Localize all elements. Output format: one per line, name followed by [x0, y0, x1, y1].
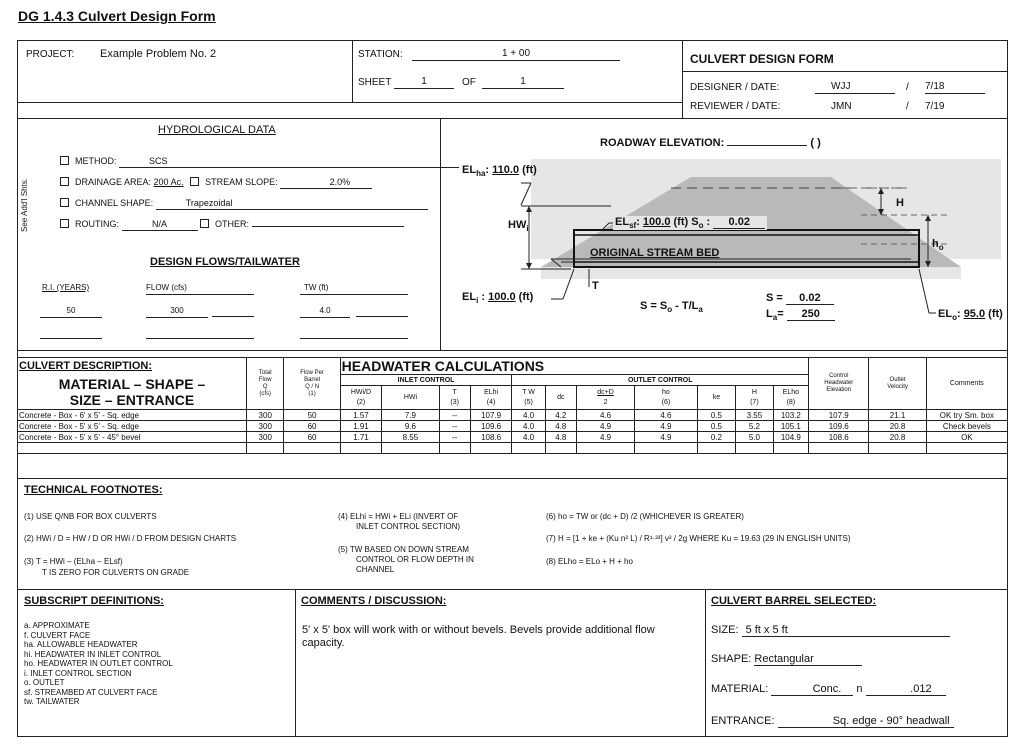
headwater-calculations-title: HEADWATER CALCULATIONS: [340, 358, 808, 375]
footnotes-title: TECHNICAL FOOTNOTES:: [24, 484, 163, 496]
culvert-description-title: CULVERT DESCRIPTION:: [18, 358, 247, 375]
elha-label: $EL_{ha}$: 110.0 (ft): [462, 164, 537, 179]
barrel-shape-row: SHAPE: Rectangular: [711, 653, 862, 666]
barrel-entrance-value[interactable]: Sq. edge - 90° headwall: [778, 715, 954, 728]
page-title: DG 1.4.3 Culvert Design Form: [18, 8, 216, 24]
outlet-velocity-header: Outlet Velocity: [869, 358, 926, 410]
ri-label: R.I. (YEARS): [42, 283, 90, 292]
h-label: H: [896, 197, 904, 209]
footnote-1: (1) USE Q/NB FOR BOX CULVERTS: [24, 512, 157, 521]
table-row-empty[interactable]: [18, 443, 1008, 454]
original-stream-bed: ORIGINAL STREAM BED: [590, 247, 720, 259]
comments-text[interactable]: 5' x 5' box will work with or without bevels. Bevels provide additional flow capacity.: [302, 624, 655, 649]
routing-checkbox[interactable]: [60, 219, 69, 228]
hydro-title: HYDROLOGICAL DATA: [158, 124, 276, 136]
col-elhi: ELhi (4): [470, 386, 512, 410]
col-ke: ke: [697, 386, 736, 410]
col-hwi: HWi: [382, 386, 439, 410]
designer-value[interactable]: WJJ: [815, 81, 895, 94]
flow-per-barrel-header: Flow Per Barrel Q / N (1): [284, 358, 340, 410]
ri-value[interactable]: 50: [40, 305, 102, 318]
la-row: $L_a= 250$: [766, 308, 835, 322]
slope-checkbox[interactable]: [190, 177, 199, 186]
barrel-size-row: SIZE: 5 ft x 5 ft: [711, 624, 950, 637]
table-row[interactable]: Concrete - Box - 6' x 5' - Sq. edge 300 50 1.57 7.9 -- 107.9 4.0 4.2 4.6 4.6 0.5 3.55 103.2 107.9 21.1 OK try Sm. box: [18, 410, 1008, 421]
project-label: PROJECT:: [26, 49, 75, 60]
drainage-value[interactable]: 200 Ac.: [153, 177, 184, 187]
reviewer-slash: /: [906, 101, 909, 112]
table-row[interactable]: Concrete - Box - 5' x 5' - 45° bevel 300 60 1.71 8.55 -- 108.6 4.0 4.8 4.9 4.9 0.2 5.0 104.9 108.6 20.8 OK: [18, 432, 1008, 443]
hwi-label: $HW_i$: [508, 219, 529, 234]
footnote-7: (7) H = [1 + ke + (Ku n² L) / R¹·³³] v² / 2g WHERE Ku = 19.63 (29 IN ENGLISH UNITS): [546, 534, 851, 543]
elsf-value[interactable]: 100.0: [642, 216, 671, 228]
drainage-checkbox[interactable]: [60, 177, 69, 186]
footnote-8: (8) ELho = ELo + H + ho: [546, 557, 633, 566]
reviewer-date[interactable]: 7/19: [925, 101, 945, 112]
col-t: T (3): [439, 386, 470, 410]
col-h: H (7): [736, 386, 773, 410]
designer-label: DESIGNER / DATE:: [690, 82, 780, 93]
channel-row: CHANNEL SHAPE: Trapezoidal: [60, 197, 428, 210]
eli-value[interactable]: 100.0: [488, 291, 516, 303]
col-hwi-d: HWi/D (2): [340, 386, 382, 410]
method-row: METHOD: SCS: [60, 155, 459, 168]
elha-value[interactable]: 110.0: [492, 164, 520, 176]
la-value[interactable]: 250: [787, 308, 835, 321]
inlet-control-header: INLET CONTROL: [340, 375, 512, 386]
subscripts-title: SUBSCRIPT DEFINITIONS:: [24, 595, 164, 607]
project-value[interactable]: Example Problem No. 2: [100, 48, 217, 60]
elsf-label: $EL_{sf}$: 100.0 (ft) $S_o$ : 0.02: [613, 216, 767, 230]
barrel-title: CULVERT BARREL SELECTED:: [711, 595, 877, 607]
footnote-4b: INLET CONTROL SECTION): [356, 522, 461, 531]
station-label: STATION:: [358, 49, 403, 60]
form-title: CULVERT DESIGN FORM: [690, 52, 834, 66]
total-flow-header: Total Flow Q (cfs): [247, 358, 284, 410]
elo-label: $EL_o$: 95.0 (ft): [938, 308, 1003, 323]
footnote-6: (6) ho = TW or (dc + D) /2 (WHICHEVER IS GREATER): [546, 512, 744, 521]
s-value[interactable]: 0.02: [786, 292, 834, 305]
slope-value[interactable]: 2.0%: [280, 176, 372, 189]
footnote-5a: (5) TW BASED ON DOWN STREAM: [338, 545, 469, 554]
s-row: S = 0.02: [766, 292, 834, 305]
col-ho: ho (6): [635, 386, 697, 410]
eli-label: $EL_i$ : 100.0 (ft): [462, 291, 534, 306]
col-dc-d: dc+D 2: [576, 386, 634, 410]
elo-value[interactable]: 95.0: [963, 308, 986, 320]
method-value[interactable]: SCS: [119, 155, 459, 168]
reviewer-value[interactable]: JMN: [831, 101, 852, 112]
barrel-size-value[interactable]: 5 ft x 5 ft: [742, 624, 950, 637]
drainage-row: DRAINAGE AREA: 200 Ac. STREAM SLOPE: 2.0%: [60, 176, 372, 189]
routing-row: ROUTING: N/A OTHER:: [60, 218, 404, 231]
designer-slash: /: [906, 82, 909, 93]
method-checkbox[interactable]: [60, 156, 69, 165]
table-row[interactable]: Concrete - Box - 5' x 5' - Sq. edge 300 60 1.91 9.6 -- 109.6 4.0 4.8 4.9 4.9 0.5 5.2 105.1 109.6 20.8 Check bevels: [18, 421, 1008, 432]
col-elho: ELho (8): [773, 386, 808, 410]
tw-value[interactable]: 4.0: [300, 305, 350, 318]
channel-checkbox[interactable]: [60, 198, 69, 207]
flow-label: FLOW (cfs): [146, 282, 254, 295]
comments-title: COMMENTS / DISCUSSION:: [301, 595, 447, 607]
footnote-3b: T IS ZERO FOR CULVERTS ON GRADE: [42, 568, 190, 577]
barrel-shape-value[interactable]: Rectangular: [754, 653, 862, 666]
other-checkbox[interactable]: [200, 219, 209, 228]
channel-value[interactable]: Trapezoidal: [156, 197, 428, 210]
headwater-calc-table: [17, 357, 1008, 454]
barrel-entrance-row: ENTRANCE: Sq. edge - 90° headwall: [711, 715, 954, 728]
barrel-material-row: MATERIAL: Conc. n .012: [711, 683, 946, 696]
station-value[interactable]: 1 + 00: [412, 48, 620, 61]
designer-date[interactable]: 7/18: [925, 81, 985, 94]
ho-label: $h_o$: [932, 238, 944, 253]
footnote-5b: CONTROL OR FLOW DEPTH IN: [356, 555, 474, 564]
col-tw: T W (5): [512, 386, 545, 410]
flows-title: DESIGN FLOWS/TAILWATER: [150, 256, 300, 268]
material-shape-header: MATERIAL – SHAPE – SIZE – ENTRANCE: [18, 375, 247, 410]
t-label: T: [592, 280, 599, 292]
footnote-4a: (4) ELhi = HWi + ELi (INVERT OF: [338, 512, 459, 521]
flow-value[interactable]: 300: [146, 305, 208, 318]
sheet-label: SHEET: [358, 77, 392, 88]
comments-header: Comments: [926, 358, 1007, 410]
roadway-elevation-label: ROADWAY ELEVATION: ( ): [600, 137, 821, 149]
of-value[interactable]: 1: [482, 76, 564, 89]
side-note: See Add'l Shts.: [20, 177, 29, 232]
barrel-material-value[interactable]: Conc.: [771, 683, 853, 696]
footnote-2: (2) HWi / D = HW / D OR HWi / D FROM DESIGN CHARTS: [24, 534, 237, 543]
subscripts-list: a. APPROXIMATE f. CULVERT FACE ha. ALLOWABLE HEADWATER hi. HEADWATER IN INLET CONTROL ho. HEADWATER IN OUTLET CONTROL i. INLET CONTROL SECTION o. OUTLET sf. STREAMBED AT CULVERT FACE tw. TAILWATER: [24, 621, 173, 706]
culvert-profile-diagram: [441, 119, 1007, 349]
footnote-5c: CHANNEL: [356, 565, 395, 574]
reviewer-label: REVIEWER / DATE:: [690, 101, 781, 112]
control-headwater-header: Control Headwater Elevation: [809, 358, 869, 410]
tw-label: TW (ft): [300, 282, 408, 295]
sheet-value[interactable]: 1: [394, 76, 454, 89]
barrel-n-value[interactable]: .012: [866, 683, 946, 696]
outlet-control-header: OUTLET CONTROL: [512, 375, 809, 386]
routing-value[interactable]: N/A: [122, 218, 198, 231]
slope-formula: $S = S_o - T/L_a$: [640, 300, 703, 315]
col-dc: dc: [545, 386, 576, 410]
footnote-3a: (3) T = HWi – (ELha – ELsf): [24, 557, 123, 566]
so-value[interactable]: 0.02: [713, 216, 765, 229]
of-label: OF: [462, 77, 476, 88]
